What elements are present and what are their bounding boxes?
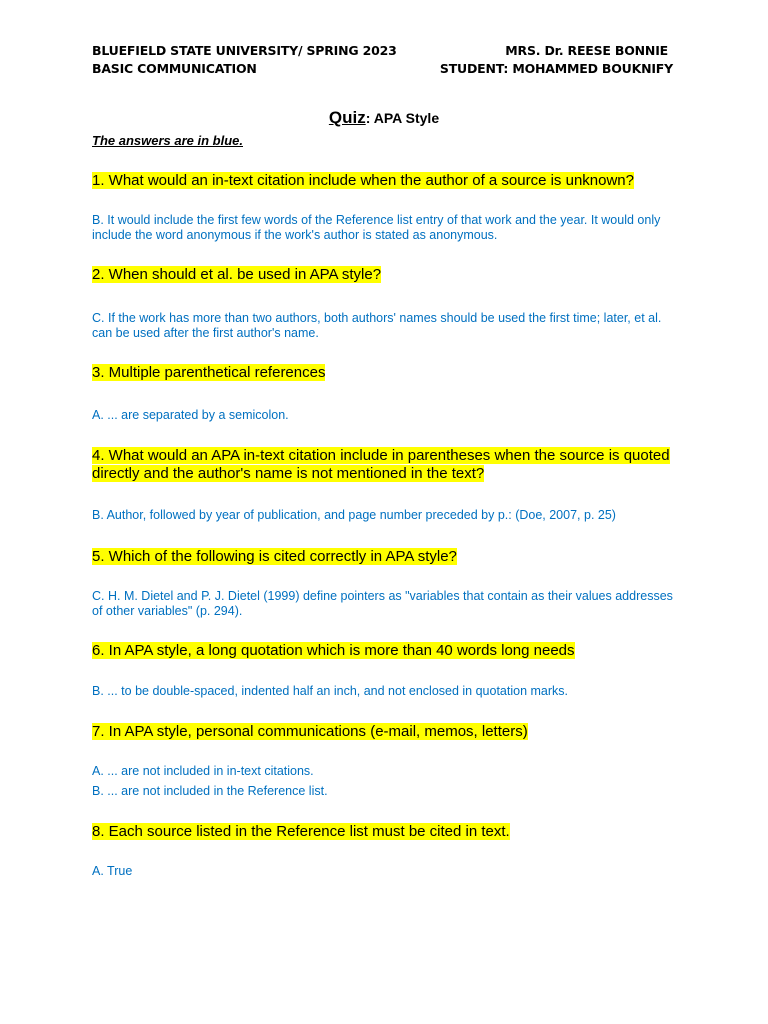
question-text: 4. What would an APA in-text citation include in parentheses when the source is quoted directly and the author's name is not mentioned in the text? — [92, 447, 670, 482]
question-3 — [92, 364, 682, 382]
answer-7a: A. ... are not included in in-text citations. — [92, 764, 314, 778]
header-university: BLUEFIELD STATE UNIVERSITY/ SPRING 2023 — [92, 43, 397, 58]
title-rest: : APA Style — [365, 110, 440, 126]
question-4 — [92, 447, 682, 483]
answer-2: C. If the work has more than two authors, both authors' names should be used the first time; later, et al. can be used after the first author's name. — [92, 311, 662, 340]
answer-7b: B. ... are not included in the Reference list. — [92, 784, 328, 798]
question-text: 3. Multiple parenthetical references — [92, 364, 326, 381]
answer-1: B. It would include the first few words of the Reference list entry of that work and the year. It would only include the word anonymous if the work's author is stated as anonymous. — [92, 213, 661, 242]
question-8 — [92, 823, 682, 841]
question-text: 1. What would an in-text citation include when the author of a source is unknown? — [92, 172, 634, 189]
header-student: STUDENT: MOHAMMED BOUKNIFY — [439, 61, 673, 76]
question-7 — [92, 723, 682, 741]
answer-8: A. True — [92, 864, 133, 878]
answer-5: C. H. M. Dietel and P. J. Dietel (1999) define pointers as "variables that contain as their values addresses of other variables" (p. 294). — [92, 589, 673, 618]
question-text: 8. Each source listed in the Reference list must be cited in text. — [92, 823, 510, 840]
question-text: 6. In APA style, a long quotation which is more than 40 words long needs — [92, 642, 575, 659]
question-6 — [92, 642, 682, 660]
question-2 — [92, 266, 682, 284]
question-text: 7. In APA style, personal communications (e-mail, memos, letters) — [92, 723, 528, 740]
page-title — [0, 108, 768, 128]
question-text: 5. Which of the following is cited correctly in APA style? — [92, 548, 457, 565]
header-course: BASIC COMMUNICATION — [92, 61, 257, 76]
answers-note: The answers are in blue. — [92, 133, 243, 148]
header-instructor: MRS. Dr. REESE BONNIE — [505, 43, 668, 58]
answer-4: B. Author, followed by year of publication, and page number preceded by p.: (Doe, 2007, p. 25) — [92, 508, 616, 522]
answer-6: B. ... to be double-spaced, indented half an inch, and not enclosed in quotation marks. — [92, 684, 569, 698]
question-5 — [92, 548, 682, 566]
title-quiz: Quiz — [328, 108, 366, 127]
question-text: 2. When should et al. be used in APA style? — [92, 266, 382, 283]
question-1 — [92, 172, 682, 190]
answer-3: A. ... are separated by a semicolon. — [92, 408, 289, 422]
